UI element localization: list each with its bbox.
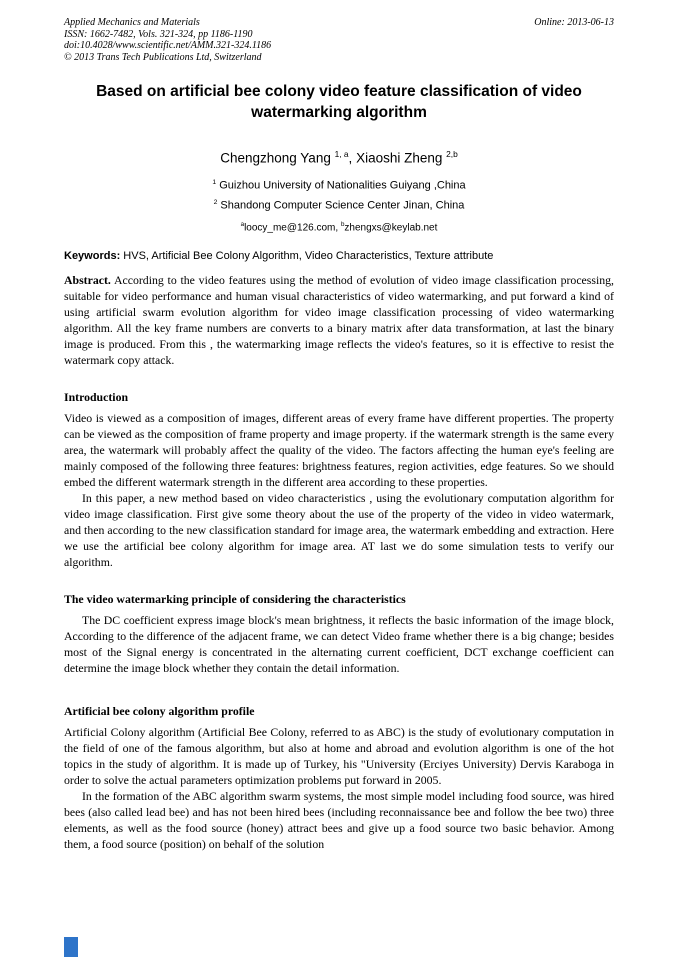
issn-line: ISSN: 1662-7482, Vols. 321-324, pp 1186-1190: [64, 28, 253, 40]
author-1-superscript: 1, a: [334, 149, 349, 159]
online-date: Online: 2013-06-13: [534, 17, 614, 28]
authors-line: [64, 149, 614, 166]
section-heading-abc-profile: Artificial bee colony algorithm profile: [64, 704, 255, 719]
keywords-label: Keywords:: [64, 250, 121, 263]
section-paragraph: Artificial Colony algorithm (Artificial Bee Colony, referred to as ABC) is the study of evolutionary computation in the field of one of the famous algorithm, but also at home and abroad and evolution algorithm is one of the hot topics in the study of algorithm. It is made up of Turkey, his "University (Erciyes University) Dervis Karaboga in order to solve the actual parameters optimization problems put forward in 2005.: [64, 725, 614, 788]
journal-name: Applied Mechanics and Materials: [64, 17, 200, 28]
email-1-superscript: a: [240, 220, 245, 228]
affiliation-2: [64, 199, 614, 212]
journal-header-left: [64, 17, 271, 63]
keywords-line: [64, 250, 614, 262]
email-1-text: loocy_me@126.com,: [244, 222, 341, 234]
section-paragraph: In this paper, a new method based on video characteristics , using the evolutionary computation algorithm for video image classification. First give some theory about the use of the property of the video in video watermark, and then according to the new classification standard for image area, the watermark embedding and extraction. Here we use the artificial bee colony algorithm for image area. AT last we do some simulation tests to verify our algorithm.: [64, 491, 614, 570]
author-1-name: Chengzhong Yang: [220, 150, 335, 166]
next-page-blue-mark: [64, 937, 78, 957]
email-2-text: zhengxs@keylab.net: [344, 222, 438, 234]
author-2-name: Xiaoshi Zheng: [356, 150, 447, 166]
section-heading-watermarking-principle: The video watermarking principle of considering the characteristics: [64, 592, 406, 607]
author-2-superscript: 2,b: [446, 149, 458, 159]
abstract-label: Abstract.: [64, 273, 111, 288]
copyright-line: © 2013 Trans Tech Publications Ltd, Switzerland: [64, 51, 262, 63]
affiliation-2-text: Shandong Computer Science Center Jinan, China: [217, 199, 465, 212]
affiliation-1-superscript: 1: [212, 178, 217, 186]
email-2-superscript: b: [340, 220, 345, 228]
affiliation-1-text: Guizhou University of Nationalities Guiyang ,China: [216, 179, 466, 192]
keywords-text: HVS, Artificial Bee Colony Algorithm, Video Characteristics, Texture attribute: [120, 250, 494, 263]
section-paragraph: In the formation of the ABC algorithm swarm systems, the most simple model including food source, was hired bees (also called lead bee) and has not been hired bees (including reconnaissance bee and follow the bee two) three elements, as well as the food source (honey) attract bees and give up a food source two basic behavior. Among them, a food source (position) on behalf of the solution: [64, 789, 614, 852]
paper-title: Based on artificial bee colony video feature classification of video watermarking algorithm: [96, 83, 582, 121]
authors-separator: ,: [348, 150, 357, 166]
abstract-text: According to the video features using the method of evolution of video image classification processing, suitable for video performance and human visual characteristics of video watermarking, and put forward a kind of using artificial swarm evolution algorithm for video image classification processing of video watermarking algorithm. All the key frame numbers are converts to a binary matrix after data transformation, at last the binary image is produced. From this , the watermarking image reflects the video's features, so it is effective to resist the watermark copy attack.: [64, 273, 614, 368]
affiliation-1: [64, 179, 614, 192]
journal-header: [64, 17, 614, 63]
author-emails: [64, 221, 614, 233]
section-heading-introduction: Introduction: [64, 390, 129, 405]
doi-line: doi:10.4028/www.scientific.net/AMM.321-324.1186: [64, 40, 272, 51]
section-paragraph: The DC coefficient express image block's mean brightness, it reflects the basic information of the image block, According to the difference of the adjacent frame, we can detect Video frame whether there is a big change; besides most of the Signal energy is concentrated in the alternating current coefficient, DCT exchange coefficient can determine the image block whether they contain the detail information.: [64, 613, 614, 676]
abstract-paragraph: [64, 272, 614, 368]
affiliation-2-superscript: 2: [213, 199, 218, 207]
section-paragraph: Video is viewed as a composition of images, different areas of every frame have different properties. The property can be viewed as the composition of frame property and image property. if the watermark strength is the same every area, the watermark will probably affect the quality of the video. The factors affecting the human eye's feeling are mainly composed of the following three features: brightness features, region activities, edge features. So we should embed the different watermark strength in the different area according to these properties.: [64, 411, 614, 490]
